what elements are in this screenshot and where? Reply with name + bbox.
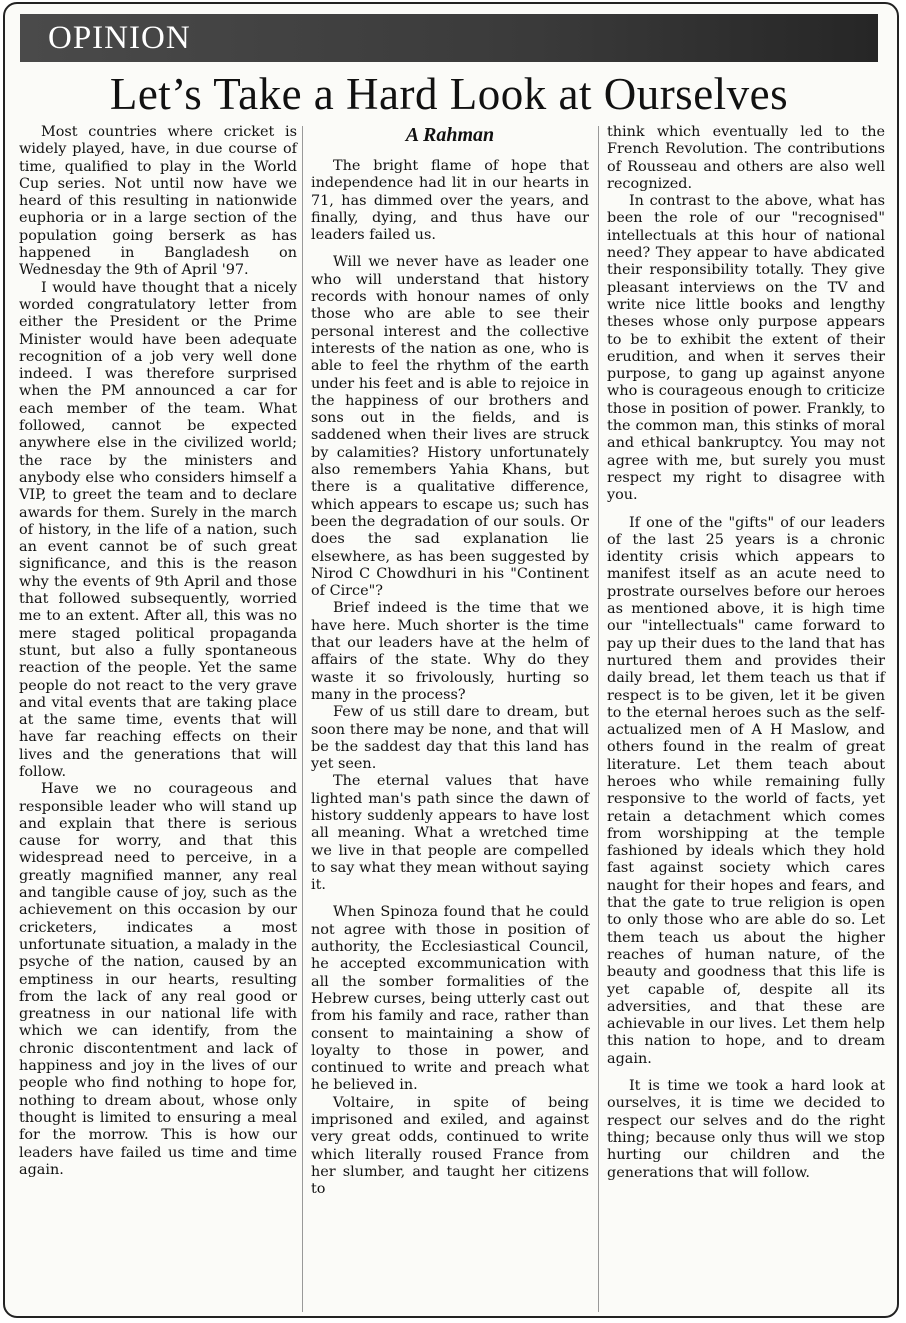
section-label: OPINION [48,20,191,56]
column-divider [598,126,599,1312]
paragraph: Few of us still dare to dream, but soon there may be none, and that will be the saddest day that this land has yet seen. [311,704,589,773]
column-2 [311,124,589,1199]
paragraph: In contrast to the above, what has been the role of our "recognised" intellectuals at this hour of national need? They appear to have abdicated their responsibility totally. They give pleasant interviews on the TV and write nice little books and lengthy theses whose only purpose appears to be to exhibit the extent of their erudition, and when it serves their purpose, to gang up against anyone who is courageous enough to criticize those in position of power. Frankly, to the common man, this stinks of moral and ethical bankruptcy. You may not agree with me, but surely you must respect my right to disagree with you. [607,193,885,504]
paragraph: Have we no courageous and responsible leader who will stand up and explain that there is serious cause for worry, and that this widespread need to perceive, in a greatly magnified manner, any real and tangible cause of joy, such as the achievement on this occasion by our cricketers, indicates a most unfortunate situation, a malady in the psyche of the nation, caused by an emptiness in our hearts, resulting from the lack of any real good or greatness in our national life with which we can identify, from the chronic discontentment and lack of happiness and joy in the lives of our people who find nothing to hope for, nothing to dream about, whose only thought is limited to ensuring a meal for the morrow. This is how our leaders have failed us time and time again. [19,781,297,1178]
paragraph: The eternal values that have lighted man's path since the dawn of history suddenly appears to have lost all meaning. What a wretched time we live in that people are compelled to say what they mean without saying it. [311,773,589,894]
headline: Let’s Take a Hard Look at Ourselves [109,69,789,119]
paragraph: Will we never have as leader one who will understand that history records with honour names of only those who are able to see their personal interest and the collective interests of the nation as one, who is able to feel the rhythm of the earth under his feet and is able to rejoice in the happiness of our brothers and sons out in the fields, and is saddened when their lives are struck by calamities? History unfortunately also remembers Yahia Khans, but there is a qualitative difference, which appears to escape us; such has been the degradation of our souls. Or does the sad explanation lie elsewhere, as has been suggested by Nirod C Chowdhuri in his "Continent of Circe"? [311,254,589,600]
byline: A Rahman [405,124,495,146]
paragraph: I would have thought that a nicely worded congratulatory letter from either the President or the Prime Minister would have been adequate recognition of a job very well done indeed. I was therefore surprised when the PM announced a car for each member of the team. What followed, cannot be expected anywhere else in the civilized world; the race by the ministers and anybody else who considers himself a VIP, to greet the team and to declare awards for them. Surely in the march of history, in the life of a nation, such an event cannot be of such great significance, and this is the reason why the events of 9th April and those that followed subsequently, worried me to an extent. After all, this was no mere staged political propaganda stunt, but also a fully spontaneous reaction of the people. Yet the same people do not react to the very grave and vital events that are taking place at the same time, events that will have far reaching effects on their lives and the generations that will follow. [19,279,297,780]
column-1 [19,124,297,1179]
paragraph: When Spinoza found that he could not agree with those in position of authority, the Ecclesiastical Council, he accepted excommunication with all the somber formalities of the Hebrew curses, being utterly cast out from his family and race, rather than consent to maintaining a show of loyalty to those in power, and continued to write and preach what he believed in. [311,904,589,1094]
column-3 [607,124,885,1182]
paragraph: It is time we took a hard look at ourselves, it is time we decided to respect our selves and do the right thing; because only thus will we stop hurting our children and the generations that will follow. [607,1078,885,1181]
paragraph: think which eventually led to the French Revolution. The contributions of Rousseau and others are also well recognized. [607,124,885,192]
column-divider [302,126,303,1312]
paragraph: If one of the "gifts" of our leaders of the last 25 years is a chronic identity crisis which appears to manifest itself as an acute need to prostrate ourselves before our heroes as mentioned above, it is high time our "intellectuals" came forward to pay up their dues to the land that has nurtured them and provides their daily bread, let them teach us that if respect is to be given, let it be given to the eternal heroes such as the self-actualized men of A H Maslow, and others found in the realm of great literature. Let them teach about heroes who while remaining fully responsive to the world of facts, yet retain a detachment which comes from worshipping at the temple fashioned by ideals which they hold fast against society which cares naught for their hopes and fears, and that the gate to true religion is open to only those who are able do so. Let them teach us about the higher reaches of human nature, of the beauty and goodness that this life is yet capable of, despite all its adversities, and that these are achievable in our lives. Let them help this nation to hope, and to dream again. [607,514,885,1067]
paragraph: Brief indeed is the time that we have here. Much shorter is the time that our leaders have at the helm of affairs of the state. Why do they waste it so frivolously, hurting so many in the process? [311,600,589,703]
paragraph: Voltaire, in spite of being imprisoned and exiled, and against very great odds, continued to write which literally roused France from her slumber, and taught her citizens to [311,1094,589,1198]
section-banner [20,14,878,62]
paragraph: Most countries where cricket is widely played, have, in due course of time, qualified to play in the World Cup series. Not until now have we heard of this resulting in nationwide euphoria or in a large section of the population going berserk as has happened in Bangladesh on Wednesday the 9th of April '97. [19,124,297,279]
paragraph: The bright flame of hope that independence had lit in our hearts in 71, has dimmed over the years, and finally, dying, and thus have our leaders failed us. [311,158,589,244]
